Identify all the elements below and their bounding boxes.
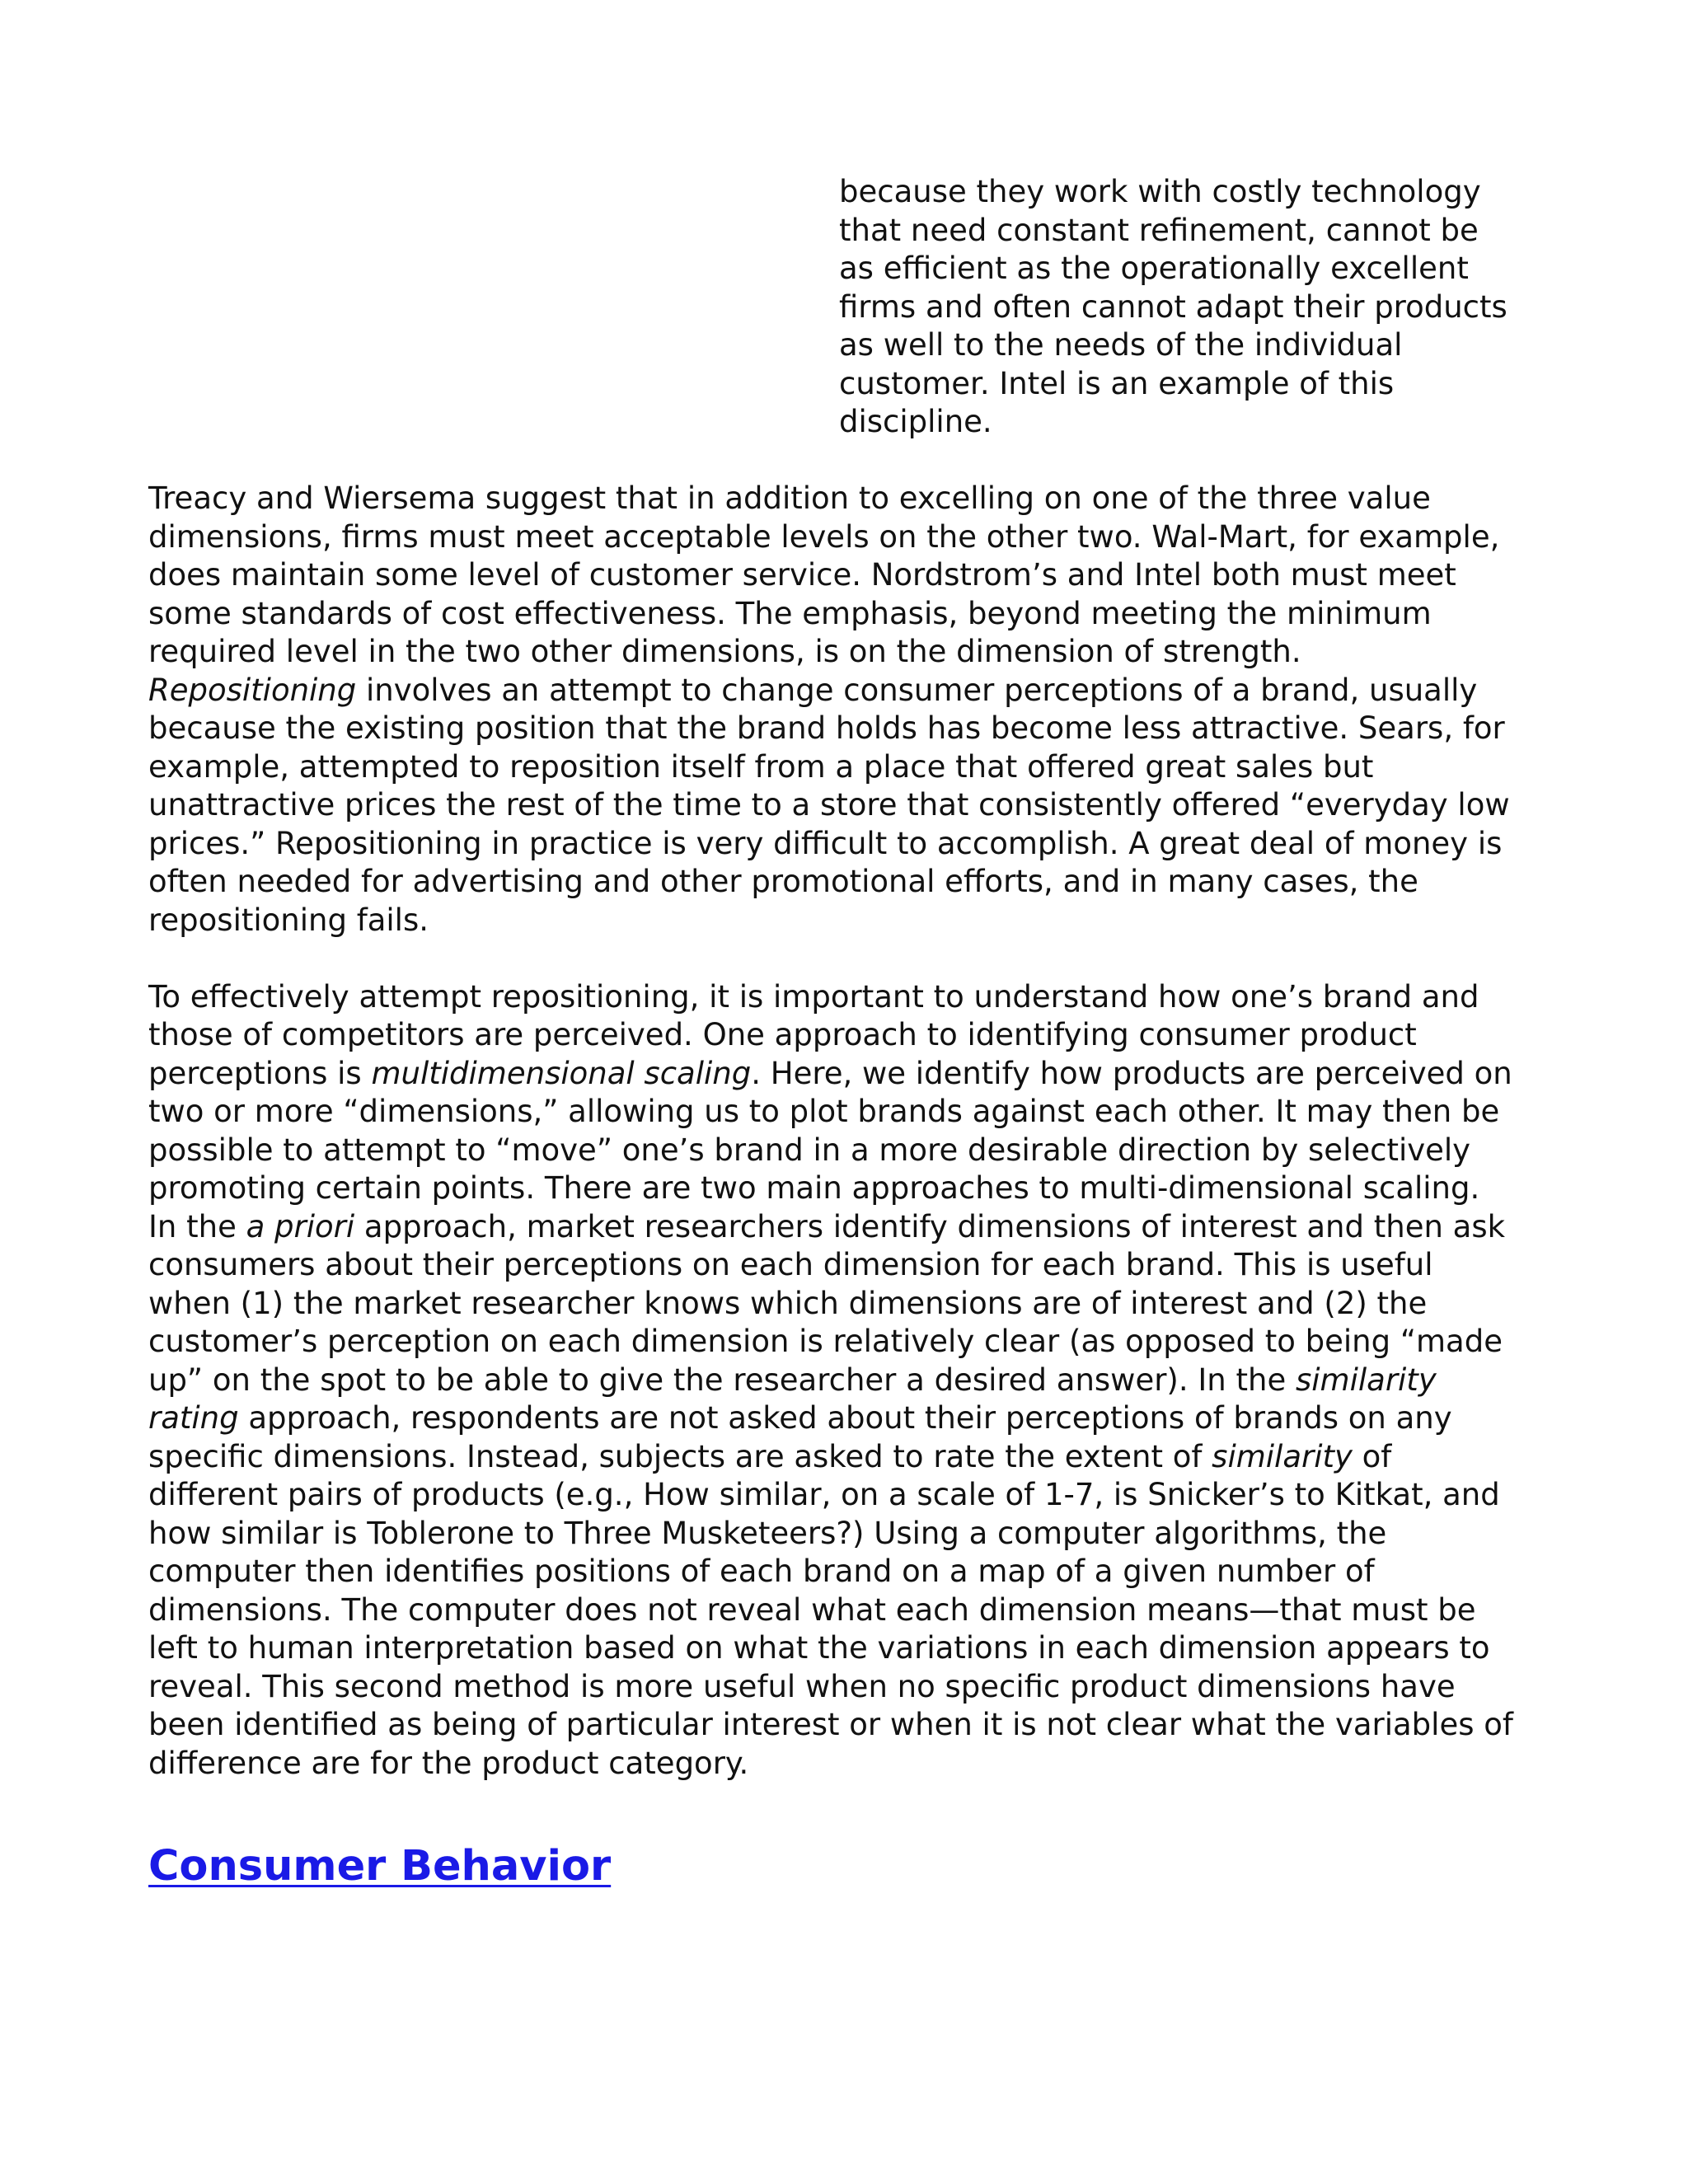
repositioning-text: involves an attempt to change consumer perceptions of a brand, usually because the existing position that the brand holds has become less attractive. Sears, for example, attempted to reposition itself from a place that offered great sales but unattractive prices the rest of the time to a store that consistently offered “everyday low prices.” Repositioning in practice is very difficult to accomplish. A great deal of money is often needed for advertising and other promotional efforts, and in many cases, the repositioning fails. (148, 672, 1510, 938)
term-similarity: similarity (1212, 1438, 1353, 1474)
term-a-priori: a priori (246, 1208, 355, 1244)
right-column-continuation (839, 173, 1515, 442)
term-repositioning: Repositioning (148, 672, 357, 708)
paragraph-treacy-wiersema: Treacy and Wiersema suggest that in addition to excelling on one of the three value dimensions, firms must meet acceptable levels on the other two. Wal-Mart, for example, does maintain some level of customer service. Nordstrom’s and Intel both must meet some standards of cost effectiveness. The emphasis, beyond meeting the minimum required level in the two other dimensions, is on the dimension of strength. (148, 480, 1500, 669)
consumer-behavior-heading-link[interactable]: Consumer Behavior (148, 1842, 612, 1891)
mds-text-2: . Here, we identify how products are perceived on two or more “dimensions,” allowing us to plot brands against each other. It may then be possible to attempt to “move” one’s brand in a more desirable direction by selectively promoting certain points. There are two main approaches to multi-dimensional scaling. In the (148, 1055, 1512, 1244)
mds-text-3: approach, market researchers identify dimensions of interest and then ask consumers about their perceptions on each dimension for each brand. This is useful when (1) the market researcher knows which dimensions are of interest and (2) the customer’s perception on each dimension is relatively clear (as opposed to being “made up” on the spot to be able to give the researcher a desired answer). In the (148, 1208, 1506, 1398)
continuation-paragraph: because they work with costly technology that need constant refinement, cannot be as efficient as the operationally excellent firms and often cannot adapt their products as well to the needs of the individual customer. Intel is an example of this discipline. (839, 174, 1507, 439)
paragraph-multidimensional-scaling (148, 978, 1517, 1783)
mds-text-1: To effectively attempt repositioning, it is important to understand how one’s brand and those of competitors are perceived. One approach to identifying consumer product perceptions is (148, 978, 1479, 1091)
mds-text-4: approach, respondents are not asked about their perceptions of brands on any specific dimensions. Instead, subjects are asked to rate the extent of (148, 1400, 1452, 1474)
document-body (148, 173, 1517, 1783)
paragraph-repositioning (148, 672, 1517, 940)
term-similarity-rating: similarity rating (148, 1361, 1437, 1436)
term-multidimensional-scaling: multidimensional scaling (371, 1055, 752, 1091)
mds-text-5: of different pairs of products (e.g., How similar, on a scale of 1-7, is Snicker’s to Kitkat, and how similar is Toblerone to Three Musketeers?) Using a computer algorithms, the computer then identifies positions of each brand on a map of a given number of dimensions. The computer does not reveal what each dimension means—that must be left to human interpretation based on what the variations in each dimension appears to reveal. This second method is more useful when no specific product dimensions have been identified as being of particular interest or when it is not clear what the variables of difference are for the product category. (148, 1438, 1513, 1781)
